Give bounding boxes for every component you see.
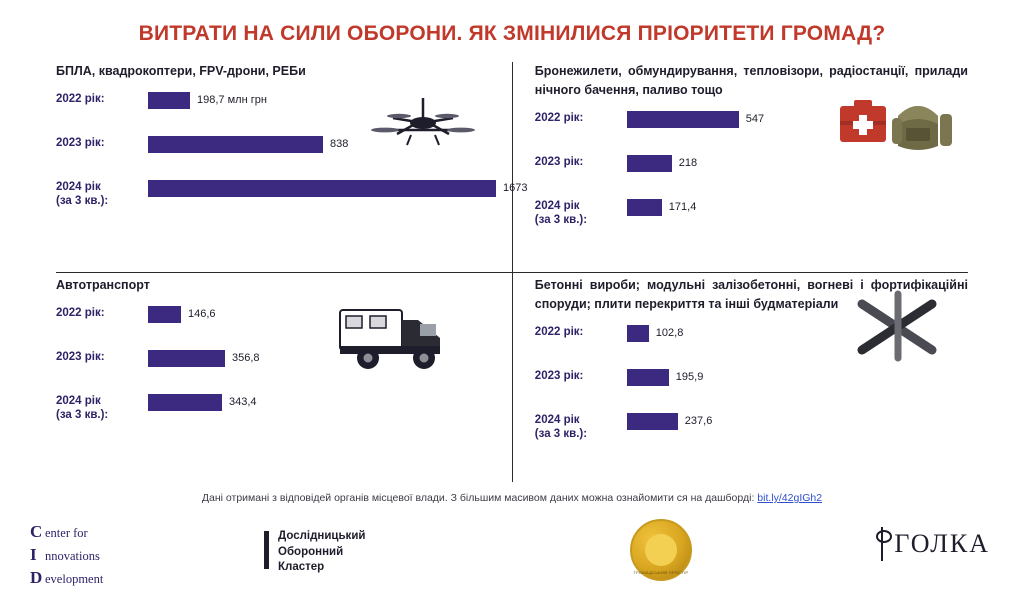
bar-label-line2: (за 3 кв.):	[56, 195, 109, 208]
bar-row	[56, 179, 528, 209]
bar-row	[535, 110, 968, 140]
chart-title-transport: Автотранспорт	[56, 278, 150, 292]
cid-line-3: evelopment	[45, 571, 104, 586]
bar-value: 838	[330, 138, 349, 151]
bar-label-line1: 2024 рік	[56, 394, 101, 407]
bar-label: 2022 рік:	[56, 92, 105, 105]
bar-wrap	[627, 368, 704, 386]
bar-row	[535, 198, 968, 228]
bar-label: 2023 рік:	[534, 155, 584, 168]
chart-panel-fortifications	[535, 276, 968, 476]
bar-label: 2022 рік:	[534, 325, 584, 338]
bar-row	[56, 135, 489, 165]
bar-label-line2: (за 3 кв.):	[56, 409, 109, 422]
bar-label-line1: 2024 рік	[534, 413, 580, 426]
bar-fill	[627, 369, 669, 386]
coin-inner-circle	[645, 534, 677, 566]
doc-line-3: Кластер	[278, 561, 325, 574]
footer-logos	[0, 513, 1024, 591]
bar-wrap	[148, 91, 267, 109]
logo-hromadskyi-prostir	[630, 519, 692, 581]
bar-wrap	[148, 179, 527, 197]
bar-label-line2: (за 3 кв.):	[534, 427, 588, 440]
chart-title-fortifications: Бетонні вироби; модульні залізобетонні, вогневі і фортифікаційні споруди; плити перекриття та інші будматеріали	[534, 278, 968, 311]
bar-fill	[148, 394, 222, 411]
bar-fill	[148, 136, 323, 153]
chart-panel-gear	[535, 62, 968, 262]
logo-center-for-innovations-development	[30, 521, 103, 590]
coin-label: ГРОМАДСЬКИЙ ПРОСТІР	[633, 570, 689, 575]
bar-value: 1673	[503, 182, 528, 195]
bar-wrap	[627, 110, 764, 128]
page-title: ВИТРАТИ НА СИЛИ ОБОРОНИ. ЯК ЗМІНИЛИСЯ ПРІОРИТЕТИ ГРОМАД?	[138, 22, 886, 45]
bar-fill	[627, 325, 649, 342]
bar-fill	[627, 199, 662, 216]
bar-wrap	[627, 198, 697, 216]
bar-label: 2022 рік:	[56, 306, 105, 319]
bar-value: 218	[678, 157, 698, 169]
bar-value: 237,6	[684, 415, 713, 427]
bar-value: 146,6	[188, 308, 216, 321]
bar-wrap	[627, 154, 697, 172]
bar-wrap	[148, 135, 348, 153]
chart-panel-drones	[56, 62, 528, 262]
bar-fill	[148, 92, 190, 109]
bar-row	[56, 91, 489, 121]
chart-title-gear: Бронежилети, обмундирування, тепловізори, радіостанції, прилади нічного бачення, паливо тощо	[534, 64, 968, 97]
bar-fill	[148, 306, 181, 323]
footnote-text: Дані отримані з відповідей органів місцевої влади. З більшим масивом даних можна ознайомити ся на дашборді:	[201, 492, 758, 504]
bar-label-line1: 2024 рік	[56, 180, 101, 193]
cid-cap-d: D	[30, 567, 43, 587]
bar-label-line1: 2024 рік	[534, 199, 580, 212]
bar-fill	[627, 111, 739, 128]
bar-label: 2022 рік:	[534, 111, 584, 124]
bar-row	[535, 154, 968, 184]
bar-value: 547	[745, 113, 765, 125]
bar-label	[535, 412, 627, 442]
bar-fill	[148, 350, 225, 367]
bar-label	[535, 198, 627, 228]
logo-doslidnytskyi-oboronnyi-klaster	[278, 529, 365, 576]
bar-row	[535, 412, 968, 442]
bar-label: 2023 рік:	[56, 350, 105, 363]
doc-mark-icon	[264, 531, 269, 569]
bar-value: 195,9	[675, 371, 704, 383]
bars-fortifications	[535, 324, 968, 442]
bar-value: 102,8	[655, 327, 684, 339]
bar-row	[56, 305, 489, 335]
bar-value: 171,4	[668, 201, 697, 213]
chart-panel-transport	[56, 276, 489, 476]
horizontal-divider	[56, 272, 968, 273]
doc-line-2: Оборонний	[278, 545, 344, 558]
bars-gear	[535, 110, 968, 228]
bar-value: 198,7 млн грн	[197, 94, 267, 107]
bar-label	[56, 179, 148, 209]
cid-cap-i: I	[30, 544, 37, 564]
bar-wrap	[148, 349, 260, 367]
holka-text: ГОЛКА	[894, 529, 990, 558]
bar-value: 343,4	[229, 396, 257, 409]
bar-row	[56, 349, 489, 379]
logo-holka	[872, 527, 990, 561]
doc-line-1: Дослідницький	[278, 530, 366, 542]
bar-label: 2023 рік:	[56, 136, 105, 149]
chart-title-drones: БПЛА, квадрокоптери, FPV-дрони, РЕБи	[56, 64, 306, 78]
bar-wrap	[148, 305, 216, 323]
bar-fill	[627, 413, 678, 430]
cid-cap-c: C	[30, 522, 43, 541]
bar-label-line2: (за 3 кв.):	[534, 213, 588, 226]
bar-fill	[148, 180, 496, 197]
footnote	[0, 492, 1024, 504]
cid-line-2: nnovations	[45, 548, 100, 563]
bar-row	[535, 324, 968, 354]
bar-label	[56, 393, 148, 423]
bar-wrap	[627, 324, 684, 342]
cid-line-1: enter for	[45, 526, 88, 540]
bar-value: 356,8	[232, 352, 260, 365]
bars-drones	[56, 91, 528, 209]
bar-fill	[627, 155, 672, 172]
bar-row	[56, 393, 489, 423]
charts-grid	[56, 62, 968, 482]
needle-icon	[872, 527, 892, 561]
dashboard-link[interactable]: bit.ly/42gIGh2	[757, 492, 823, 504]
bar-row	[535, 368, 968, 398]
bar-wrap	[148, 393, 257, 411]
bar-wrap	[627, 412, 713, 430]
bar-label: 2023 рік:	[534, 369, 584, 382]
bars-transport	[56, 305, 489, 423]
